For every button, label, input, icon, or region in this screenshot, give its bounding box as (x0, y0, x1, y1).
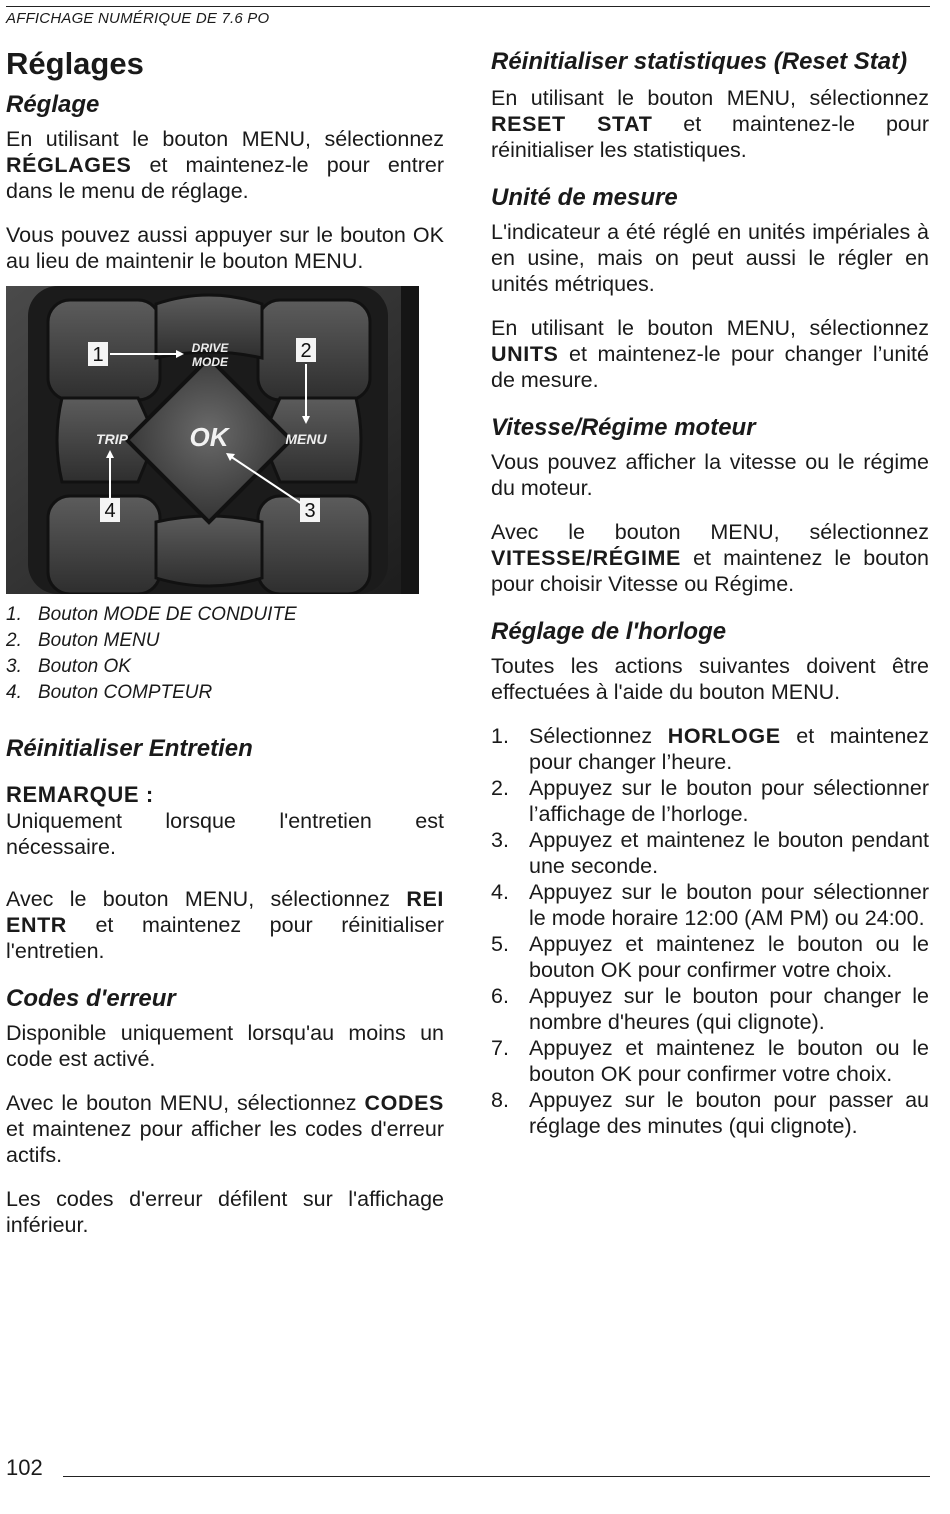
clock-steps-list (491, 723, 929, 1139)
remark-title: REMARQUE : (6, 782, 154, 807)
paragraph-reglage-1: En utilisant le bouton MENU, sélectionnez RÉGLAGES et maintenez-le pour entrer dans le menu de réglage. (6, 127, 444, 203)
drive-mode-label-2: MODE (192, 355, 228, 369)
callout-1: 1 (92, 344, 104, 366)
callout-4: 4 (104, 500, 116, 522)
page-number: 102 (6, 1455, 43, 1480)
heading-unite: Unité de mesure (491, 184, 678, 211)
figure-captions (6, 602, 444, 706)
left-column (6, 44, 444, 1238)
paragraph-vitesse-1: Vous pouvez afficher la vitesse ou le régime du moteur. (491, 450, 929, 500)
keyword-units: UNITS (491, 342, 559, 366)
heading-horloge: Réglage de l'horloge (491, 618, 727, 645)
list-item: 4. Appuyez sur le bouton pour sélectionner le mode horaire 12:00 (AM PM) ou 24:00. (491, 880, 929, 930)
paragraph-codes-2: Avec le bouton MENU, sélectionnez CODES et maintenez pour afficher les codes d'erreur actifs. (6, 1091, 444, 1167)
list-item: 8. Appuyez sur le bouton pour passer au réglage des minutes (qui clignote). (491, 1088, 929, 1138)
control-pad-image (6, 286, 419, 594)
caption-item: 1. Bouton MODE DE CONDUITE (6, 604, 297, 625)
caption-item: 3. Bouton OK (6, 656, 131, 677)
trip-label: TRIP (96, 431, 128, 447)
paragraph-vitesse-2: Avec le bouton MENU, sélectionnez VITESSE/RÉGIME et maintenez le bouton pour choisir Vitesse ou Régime. (491, 520, 929, 596)
keyword-horloge: HORLOGE (667, 724, 781, 748)
list-item: 5. Appuyez et maintenez le bouton ou le bouton OK pour confirmer votre choix. (491, 932, 929, 982)
list-item: 7. Appuyez et maintenez le bouton ou le bouton OK pour confirmer votre choix. (491, 1036, 929, 1086)
heading-vitesse: Vitesse/Régime moteur (491, 414, 756, 441)
keyword-vitesse-regime: VITESSE/RÉGIME (491, 546, 681, 570)
list-item: 1. Sélectionnez HORLOGE et maintenez pour changer l’heure. (491, 724, 929, 774)
keyword-reglages: RÉGLAGES (6, 153, 132, 177)
callout-2: 2 (300, 340, 312, 362)
section-title: Réglages (6, 46, 144, 81)
keyword-reset-stat: RESET STAT (491, 112, 653, 136)
keyword-rei-entr: REI ENTR (6, 887, 444, 937)
remark-text: Uniquement lorsque l'entretien est nécessaire. (6, 809, 444, 859)
caption-item: 4. Bouton COMPTEUR (6, 682, 213, 703)
paragraph-entretien: Avec le bouton MENU, sélectionnez REI ENTR et maintenez pour réinitialiser l'entretien. (6, 887, 444, 963)
paragraph-horloge-intro: Toutes les actions suivantes doivent être effectuées à l'aide du bouton MENU. (491, 654, 929, 704)
list-item: 6. Appuyez sur le bouton pour changer le nombre d'heures (qui clignote). (491, 984, 929, 1034)
keyword-codes: CODES (364, 1091, 444, 1115)
list-item: 2. Appuyez sur le bouton pour sélectionner l’affichage de l’horloge. (491, 776, 929, 826)
paragraph-codes-3: Les codes d'erreur défilent sur l'affichage inférieur. (6, 1187, 444, 1237)
paragraph-reglage-2: Vous pouvez aussi appuyer sur le bouton OK au lieu de maintenir le bouton MENU. (6, 223, 444, 273)
heading-codes: Codes d'erreur (6, 985, 176, 1012)
caption-item: 2. Bouton MENU (6, 630, 160, 651)
drive-mode-label: DRIVE (191, 341, 229, 355)
paragraph-unite-2: En utilisant le bouton MENU, sélectionnez UNITS et maintenez-le pour changer l’unité de mesure. (491, 316, 929, 392)
top-rule (6, 6, 930, 7)
ok-label: OK (189, 422, 229, 452)
paragraph-codes-1: Disponible uniquement lorsqu'au moins un code est activé. (6, 1021, 444, 1071)
paragraph-reset: En utilisant le bouton MENU, sélectionnez RESET STAT et maintenez-le pour réinitialiser les statistiques. (491, 86, 929, 162)
running-header: AFFICHAGE NUMÉRIQUE DE 7.6 PO (6, 10, 270, 27)
footer-rule (63, 1476, 930, 1477)
menu-label: MENU (285, 431, 327, 447)
paragraph-unite-1: L'indicateur a été réglé en unités impériales à en usine, mais on peut aussi le régler en unités métriques. (491, 220, 929, 296)
list-item: 3. Appuyez et maintenez le bouton pendant une seconde. (491, 828, 929, 878)
heading-reglage: Réglage (6, 91, 100, 118)
callout-3: 3 (304, 500, 316, 522)
heading-entretien: Réinitialiser Entretien (6, 735, 253, 762)
control-pad-figure (6, 286, 419, 594)
right-column (491, 49, 929, 1139)
heading-reset-stat: Réinitialiser statistiques (Reset Stat) (491, 48, 908, 75)
